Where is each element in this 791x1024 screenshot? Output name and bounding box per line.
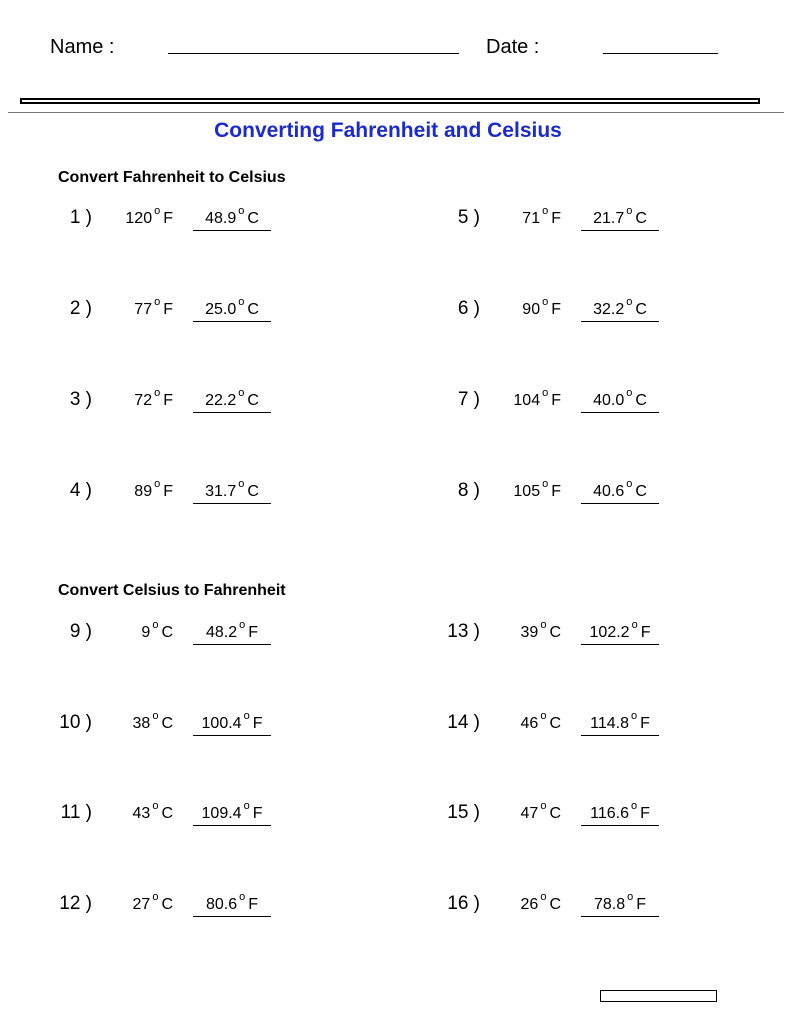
answer-unit: F bbox=[248, 624, 259, 641]
given-value: 46 bbox=[520, 715, 539, 732]
given-unit: F bbox=[163, 483, 173, 500]
answer-value: 109.4 bbox=[201, 805, 242, 822]
answer-unit: F bbox=[248, 896, 259, 913]
given-unit: C bbox=[161, 715, 173, 732]
given-temperature bbox=[513, 478, 561, 501]
given-value: 120 bbox=[125, 210, 153, 227]
given-unit: F bbox=[163, 210, 173, 227]
problem-number: 3 ) bbox=[69, 389, 92, 410]
answer-field[interactable] bbox=[193, 296, 271, 322]
given-unit: C bbox=[161, 896, 173, 913]
answer-value: 80.6 bbox=[205, 896, 238, 913]
answer-unit: F bbox=[640, 805, 650, 822]
problem-number: 1 ) bbox=[69, 207, 92, 228]
given-value: 72 bbox=[134, 392, 153, 409]
given-unit: C bbox=[161, 805, 173, 822]
given-temperature bbox=[513, 387, 561, 410]
given-unit: F bbox=[551, 392, 561, 409]
degree-symbol: o bbox=[238, 296, 245, 308]
problem-number: 12 ) bbox=[59, 893, 92, 914]
given-unit: F bbox=[163, 301, 173, 318]
given-unit: F bbox=[163, 392, 173, 409]
answer-value: 100.4 bbox=[201, 715, 242, 732]
degree-symbol: o bbox=[626, 205, 633, 217]
given-unit: C bbox=[549, 624, 561, 641]
degree-symbol: o bbox=[630, 800, 638, 812]
given-unit: F bbox=[551, 483, 561, 500]
degree-symbol: o bbox=[152, 800, 159, 812]
answer-value: 102.2 bbox=[589, 624, 630, 641]
header-bar bbox=[20, 98, 760, 104]
name-blank[interactable] bbox=[168, 53, 459, 54]
answer-unit: C bbox=[635, 301, 647, 318]
problem-number: 5 ) bbox=[457, 207, 480, 228]
given-unit: C bbox=[549, 896, 561, 913]
answer-unit: C bbox=[247, 210, 259, 227]
section-heading-c-to-f: Convert Celsius to Fahrenheit bbox=[58, 582, 286, 599]
header-rule bbox=[8, 112, 784, 113]
date-label: Date : bbox=[486, 36, 540, 58]
problem-number: 4 ) bbox=[69, 480, 92, 501]
degree-symbol: o bbox=[239, 619, 246, 631]
answer-field[interactable] bbox=[581, 296, 659, 322]
answer-unit: F bbox=[252, 805, 263, 822]
degree-symbol: o bbox=[238, 205, 245, 217]
degree-symbol: o bbox=[540, 710, 547, 722]
answer-value: 21.7 bbox=[593, 210, 625, 227]
score-box bbox=[600, 990, 717, 1002]
answer-field[interactable] bbox=[193, 800, 271, 826]
degree-symbol: o bbox=[152, 619, 159, 631]
answer-field[interactable] bbox=[581, 800, 659, 826]
problem-number: 13 ) bbox=[447, 621, 480, 642]
given-value: 47 bbox=[520, 805, 539, 822]
answer-field[interactable] bbox=[581, 205, 659, 231]
degree-symbol: o bbox=[238, 478, 245, 490]
answer-field[interactable] bbox=[581, 891, 659, 917]
problem-number: 11 ) bbox=[60, 802, 92, 823]
answer-value: 116.6 bbox=[590, 805, 629, 822]
given-temperature bbox=[125, 205, 173, 228]
answer-unit: F bbox=[252, 715, 263, 732]
degree-symbol: o bbox=[631, 619, 638, 631]
problem-number: 9 ) bbox=[69, 621, 92, 642]
degree-symbol: o bbox=[626, 478, 633, 490]
given-value: 105 bbox=[513, 483, 541, 500]
given-temperature bbox=[520, 891, 561, 914]
answer-unit: C bbox=[635, 392, 647, 409]
given-unit: C bbox=[549, 805, 561, 822]
answer-value: 40.6 bbox=[593, 483, 625, 500]
problem-number: 14 ) bbox=[447, 712, 480, 733]
degree-symbol: o bbox=[630, 710, 638, 722]
degree-symbol: o bbox=[540, 800, 547, 812]
degree-symbol: o bbox=[626, 387, 633, 399]
answer-field[interactable] bbox=[193, 891, 271, 917]
answer-value: 25.0 bbox=[205, 301, 237, 318]
answer-field[interactable] bbox=[193, 478, 271, 504]
given-temperature bbox=[134, 387, 173, 410]
answer-field[interactable] bbox=[193, 710, 271, 736]
degree-symbol: o bbox=[238, 387, 245, 399]
problem-number: 15 ) bbox=[447, 802, 480, 823]
given-unit: C bbox=[161, 624, 173, 641]
answer-unit: F bbox=[640, 715, 650, 732]
answer-unit: C bbox=[247, 392, 259, 409]
section-heading-f-to-c: Convert Fahrenheit to Celsius bbox=[58, 169, 286, 186]
answer-value: 78.8 bbox=[593, 896, 626, 913]
given-unit: C bbox=[549, 715, 561, 732]
given-value: 9 bbox=[141, 624, 151, 641]
given-value: 90 bbox=[522, 301, 541, 318]
given-value: 26 bbox=[520, 896, 539, 913]
degree-symbol: o bbox=[243, 800, 250, 812]
answer-unit: C bbox=[247, 301, 259, 318]
problem-number: 6 ) bbox=[457, 298, 480, 319]
given-temperature bbox=[132, 800, 173, 823]
degree-symbol: o bbox=[239, 891, 246, 903]
given-value: 77 bbox=[134, 301, 153, 318]
degree-symbol: o bbox=[152, 891, 159, 903]
answer-unit: F bbox=[640, 624, 651, 641]
answer-field[interactable] bbox=[193, 387, 271, 413]
answer-value: 48.2 bbox=[205, 624, 238, 641]
date-blank[interactable] bbox=[603, 53, 718, 54]
given-temperature bbox=[520, 800, 561, 823]
answer-field[interactable] bbox=[193, 205, 271, 231]
degree-symbol: o bbox=[542, 205, 549, 217]
answer-field[interactable] bbox=[193, 619, 271, 645]
degree-symbol: o bbox=[540, 891, 547, 903]
answer-unit: C bbox=[635, 483, 647, 500]
given-value: 27 bbox=[132, 896, 151, 913]
problem-number: 10 ) bbox=[59, 712, 92, 733]
given-value: 43 bbox=[132, 805, 151, 822]
degree-symbol: o bbox=[154, 296, 161, 308]
answer-field[interactable] bbox=[581, 387, 659, 413]
answer-value: 32.2 bbox=[593, 301, 625, 318]
answer-value: 48.9 bbox=[205, 210, 237, 227]
answer-field[interactable] bbox=[581, 478, 659, 504]
answer-value: 31.7 bbox=[205, 483, 237, 500]
problem-number: 2 ) bbox=[69, 298, 92, 319]
degree-symbol: o bbox=[154, 478, 161, 490]
name-label: Name : bbox=[50, 36, 115, 58]
given-value: 89 bbox=[134, 483, 153, 500]
answer-value: 114.8 bbox=[590, 715, 629, 732]
given-temperature bbox=[522, 296, 561, 319]
given-temperature bbox=[520, 710, 561, 733]
degree-symbol: o bbox=[243, 710, 250, 722]
given-value: 104 bbox=[513, 392, 541, 409]
answer-field[interactable] bbox=[581, 710, 659, 736]
given-temperature bbox=[520, 619, 561, 642]
given-temperature bbox=[134, 296, 173, 319]
degree-symbol: o bbox=[626, 296, 633, 308]
given-value: 39 bbox=[520, 624, 539, 641]
answer-field[interactable] bbox=[581, 619, 659, 645]
problem-number: 8 ) bbox=[457, 480, 480, 501]
degree-symbol: o bbox=[152, 710, 159, 722]
degree-symbol: o bbox=[154, 387, 161, 399]
worksheet-title: Converting Fahrenheit and Celsius bbox=[214, 119, 562, 142]
degree-symbol: o bbox=[627, 891, 634, 903]
given-value: 38 bbox=[132, 715, 151, 732]
degree-symbol: o bbox=[154, 205, 161, 217]
given-unit: F bbox=[551, 301, 561, 318]
answer-value: 40.0 bbox=[593, 392, 625, 409]
answer-unit: C bbox=[635, 210, 647, 227]
given-value: 71 bbox=[522, 210, 541, 227]
given-temperature bbox=[134, 478, 173, 501]
degree-symbol: o bbox=[542, 296, 549, 308]
given-temperature bbox=[522, 205, 561, 228]
degree-symbol: o bbox=[542, 478, 549, 490]
problem-number: 7 ) bbox=[457, 389, 480, 410]
answer-unit: C bbox=[247, 483, 259, 500]
answer-unit: F bbox=[636, 896, 647, 913]
given-temperature bbox=[141, 619, 173, 642]
given-temperature bbox=[132, 891, 173, 914]
answer-value: 22.2 bbox=[205, 392, 237, 409]
problem-number: 16 ) bbox=[447, 893, 480, 914]
degree-symbol: o bbox=[542, 387, 549, 399]
given-unit: F bbox=[551, 210, 561, 227]
given-temperature bbox=[132, 710, 173, 733]
degree-symbol: o bbox=[540, 619, 547, 631]
